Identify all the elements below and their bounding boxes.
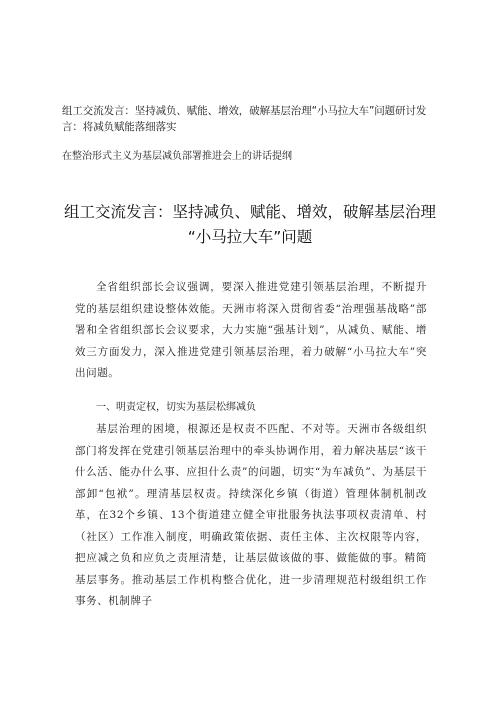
article-title-line-2: “小马拉大车”问题 [187,228,313,246]
paragraph-intro: 全省组织部长会议强调，要深入推进党建引领基层治理，不断提升党的基层组织建设整体效能。天洲市将深入贯彻省委“治理强基战略”部署和全省组织部长会议要求，大力实施“强基计划”，从减负、赋能、增效三方面发力，深入推进党建引领基层治理，着力破解“小马拉大车”突出问题。 [75,281,427,379]
document-subheading: 在整治形式主义为基层减负部署推进会上的讲话提纲 [62,151,292,162]
article-title [60,200,440,250]
document-heading: 组工交流发言：坚持减负、赋能、增效，破解基层治理“小马拉大车”问题研讨发言：将减负赋能落细落实 [62,105,427,133]
paragraph-section-1: 基层治理的困境，根源还是权责不匹配、不对等。天洲市各级组织部门将发挥在党建引领基层治理中的牵头协调作用，着力解决基层“该干什么活、能办什么事、应担什么责”的问题，切实“为车减负”、为基层干部卸“包袱”。理清基层权责。持续深化乡镇（街道）管理体制机制改革，在32个乡镇、13个街道建立健全审批服务执法事项权责清单、村（社区）工作准入制度，明确政策依据、责任主体、主次权限等内容，把应减之负和应负之责厘清楚，让基层做该做的事、做能做的事。精简基层事务。推动基层工作机构整合优化，进一步清理规范村级组织工作事务、机制牌子 [75,423,427,607]
section-heading-1: 一、明责定权，切实为基层松绑减负 [96,402,256,413]
article-title-line-1: 组工交流发言：坚持减负、赋能、增效，破解基层治理 [63,203,436,221]
